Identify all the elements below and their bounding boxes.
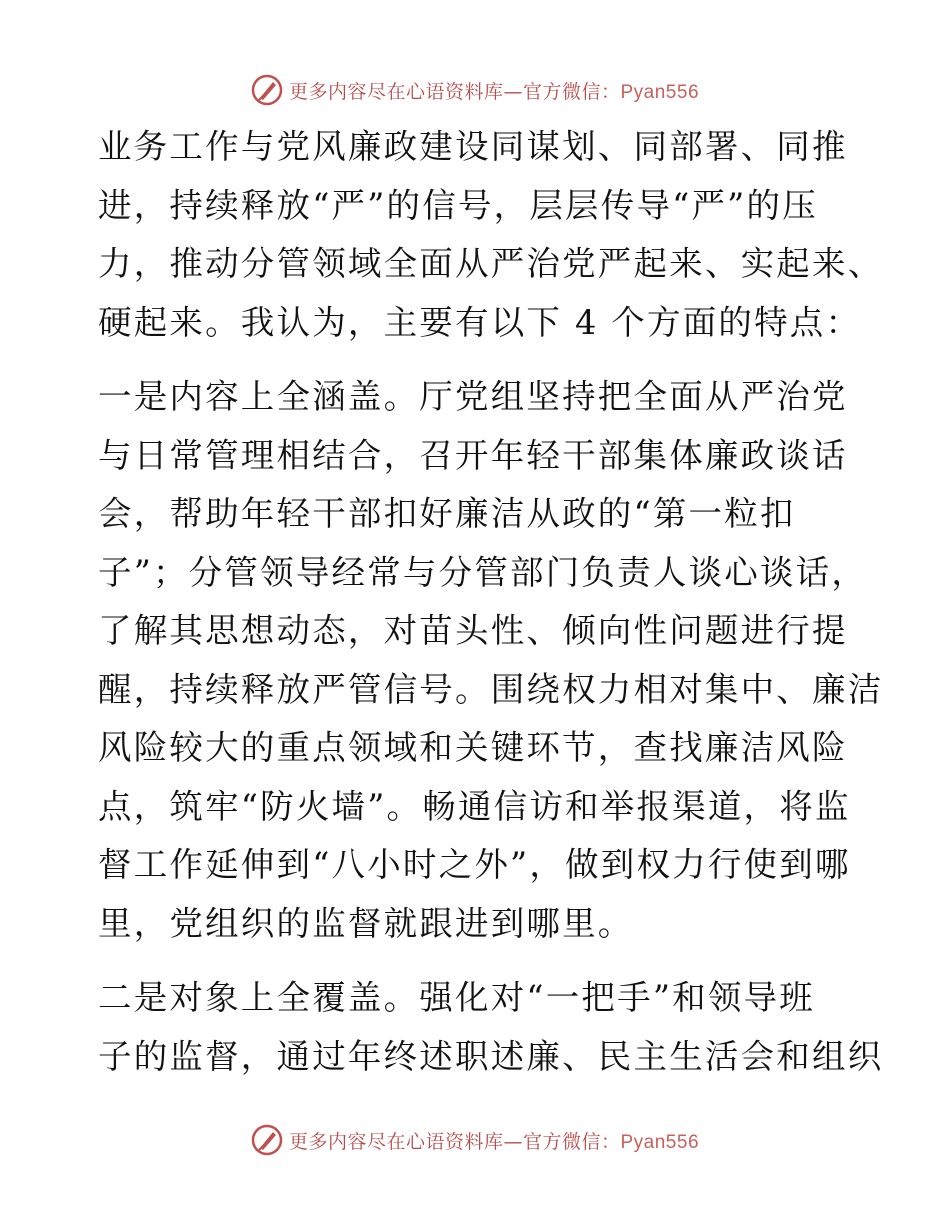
paragraph [98,118,884,352]
text-line: 会，帮助年轻干部扣好廉洁从政的“第一粒扣 [98,494,796,533]
document-body [98,118,884,1086]
watermark-header [0,68,950,112]
text-line: 进，持续释放“严”的信号，层层传导“严”的压 [98,185,818,225]
quill-logo-icon [251,74,283,106]
watermark-text: 更多内容尽在心语资料库—官方微信：Pyan556 [288,80,700,103]
text-line: 里，党组织的监督就跟进到哪里。 [98,903,634,943]
quill-logo-icon [251,1124,283,1156]
text-line: 业务工作与党风廉政建设同谋划、同部署、同推 [98,127,848,166]
text-line: 了解其思想动态，对苗头性、倾向性问题进行提 [98,611,848,650]
watermark-footer [0,1118,950,1162]
paragraph [98,969,884,1086]
paragraph [98,368,884,953]
text-line: 子的监督，通过年终述职述廉、民主生活会和组织 [98,1036,884,1076]
text-line: 督工作延伸到“八小时之外”，做到权力行使到哪 [98,845,851,884]
text-line: 力，推动分管领域全面从严治党严起来、实起来、 [98,244,884,283]
text-line: 二是对象上全覆盖。强化对“一把手”和领导班 [98,978,815,1017]
text-line: 风险较大的重点领域和关键环节，查找廉洁风险 [98,728,848,767]
text-line: 点，筑牢“防火墙”。畅通信访和举报渠道，将监 [98,786,851,826]
text-line: 子”；分管领导经常与分管部门负责人谈心谈话， [98,552,868,592]
text-line: 与日常管理相结合，召开年轻干部集体廉政谈话 [98,435,848,475]
watermark-text: 更多内容尽在心语资料库—官方微信：Pyan556 [288,1130,700,1153]
text-line: 一是内容上全涵盖。厅党组坚持把全面从严治党 [98,377,848,416]
text-line: 硬起来。我认为，主要有以下 4 个方面的特点： [98,302,862,342]
text-line: 醒，持续释放严管信号。围绕权力相对集中、廉洁 [98,669,884,709]
